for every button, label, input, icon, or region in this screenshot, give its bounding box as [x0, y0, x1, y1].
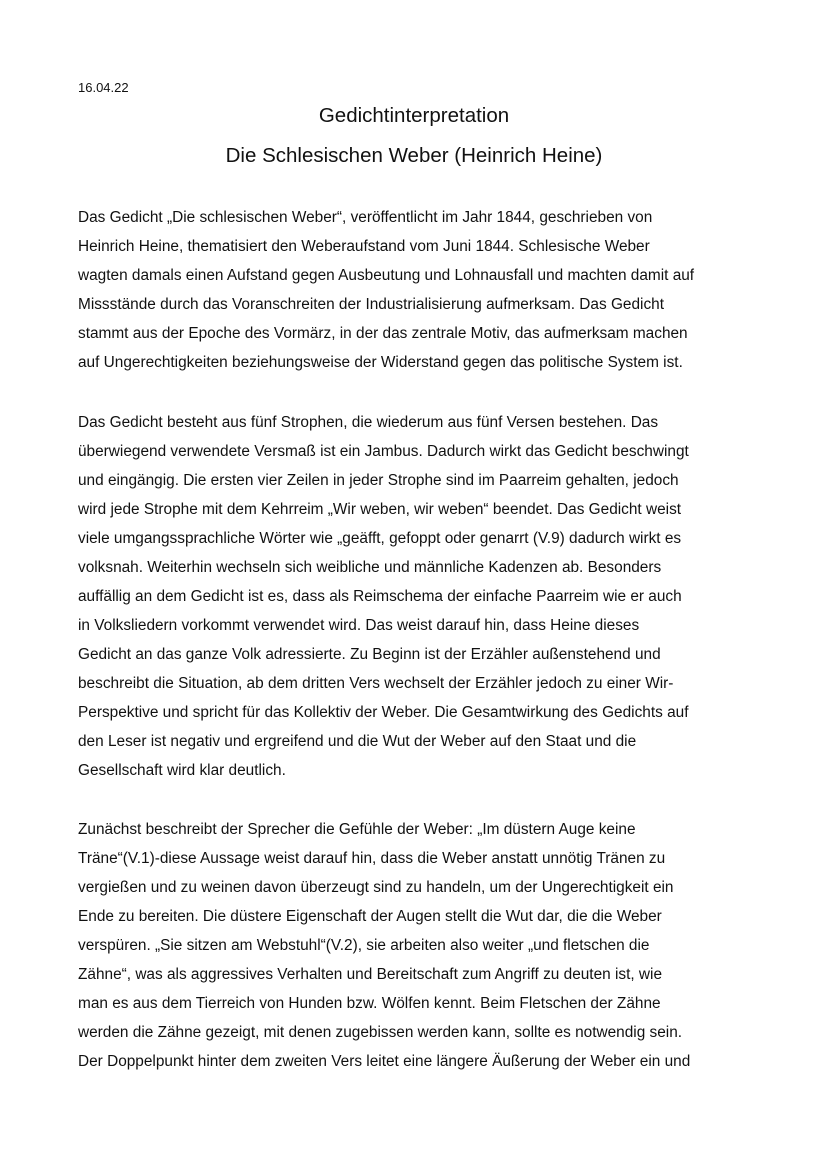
text-line: auf Ungerechtigkeiten beziehungsweise der Widerstand gegen das politische System ist.: [78, 354, 683, 371]
document-subtitle: Die Schlesischen Weber (Heinrich Heine): [225, 144, 603, 167]
text-line: Ende zu bereiten. Die düstere Eigenschaft der Augen stellt die Wut dar, die die Weber: [78, 908, 662, 925]
text-line: wird jede Strophe mit dem Kehrreim „Wir weben, wir weben“ beendet. Das Gedicht weist: [78, 501, 682, 518]
paragraph-content-analysis: [78, 815, 762, 1076]
text-line: Das Gedicht besteht aus fünf Strophen, die wiederum aus fünf Versen bestehen. Das: [78, 414, 659, 431]
text-line: Das Gedicht „Die schlesischen Weber“, veröffentlicht im Jahr 1844, geschrieben von: [78, 209, 653, 226]
text-line: vergießen und zu weinen davon überzeugt sind zu handeln, um der Ungerechtigkeit ein: [78, 879, 674, 896]
paragraph-form-analysis: [78, 408, 762, 785]
text-line: in Volksliedern vorkommt verwendet wird. Das weist darauf hin, dass Heine dieses: [78, 617, 640, 634]
text-line: Gedicht an das ganze Volk adressierte. Zu Beginn ist der Erzähler außenstehend und: [78, 646, 661, 663]
document-title: Gedichtinterpretation: [318, 104, 510, 127]
text-line: überwiegend verwendete Versmaß ist ein Jambus. Dadurch wirkt das Gedicht beschwingt: [78, 443, 689, 460]
text-line: man es aus dem Tierreich von Hunden bzw. Wölfen kennt. Beim Fletschen der Zähne: [78, 995, 661, 1012]
text-line: beschreibt die Situation, ab dem dritten Vers wechselt der Erzähler jedoch zu einer Wir-: [78, 675, 674, 692]
text-line: Der Doppelpunkt hinter dem zweiten Vers leitet eine längere Äußerung der Weber ein und: [78, 1053, 691, 1070]
text-line: Heinrich Heine, thematisiert den Weberaufstand vom Juni 1844. Schlesische Weber: [78, 238, 650, 255]
document-date: 16.04.22: [78, 80, 129, 95]
text-line: Perspektive und spricht für das Kollektiv der Weber. Die Gesamtwirkung des Gedichts auf: [78, 704, 689, 721]
text-line: und eingängig. Die ersten vier Zeilen in jeder Strophe sind im Paarreim gehalten, jedoch: [78, 472, 679, 489]
text-line: Gesellschaft wird klar deutlich.: [78, 762, 286, 779]
paragraph-introduction: [78, 203, 762, 377]
text-line: viele umgangssprachliche Wörter wie „geäfft, gefoppt oder genarrt (V.9) dadurch wirkt es: [78, 530, 682, 547]
text-line: verspüren. „Sie sitzen am Webstuhl“(V.2), sie arbeiten also weiter „und fletschen die: [78, 937, 650, 954]
text-line: Missstände durch das Voranschreiten der Industrialisierung aufmerksam. Das Gedicht: [78, 296, 664, 313]
text-line: wagten damals einen Aufstand gegen Ausbeutung und Lohnausfall und machten damit auf: [78, 267, 695, 284]
text-line: volksnah. Weiterhin wechseln sich weibliche und männliche Kadenzen ab. Besonders: [78, 559, 662, 576]
text-line: Zunächst beschreibt der Sprecher die Gefühle der Weber: „Im düstern Auge keine: [78, 821, 636, 838]
text-line: Träne“(V.1)-diese Aussage weist darauf hin, dass die Weber anstatt unnötig Tränen zu: [78, 850, 666, 867]
text-line: stammt aus der Epoche des Vormärz, in der das zentrale Motiv, das aufmerksam machen: [78, 325, 688, 342]
text-line: Zähne“, was als aggressives Verhalten und Bereitschaft zum Angriff zu deuten ist, wie: [78, 966, 663, 983]
text-line: auffällig an dem Gedicht ist es, dass als Reimschema der einfache Paarreim wie er auch: [78, 588, 682, 605]
text-line: werden die Zähne gezeigt, mit denen zugebissen werden kann, sollte es notwendig sein.: [78, 1024, 683, 1041]
text-line: den Leser ist negativ und ergreifend und die Wut der Weber auf den Staat und die: [78, 733, 637, 750]
